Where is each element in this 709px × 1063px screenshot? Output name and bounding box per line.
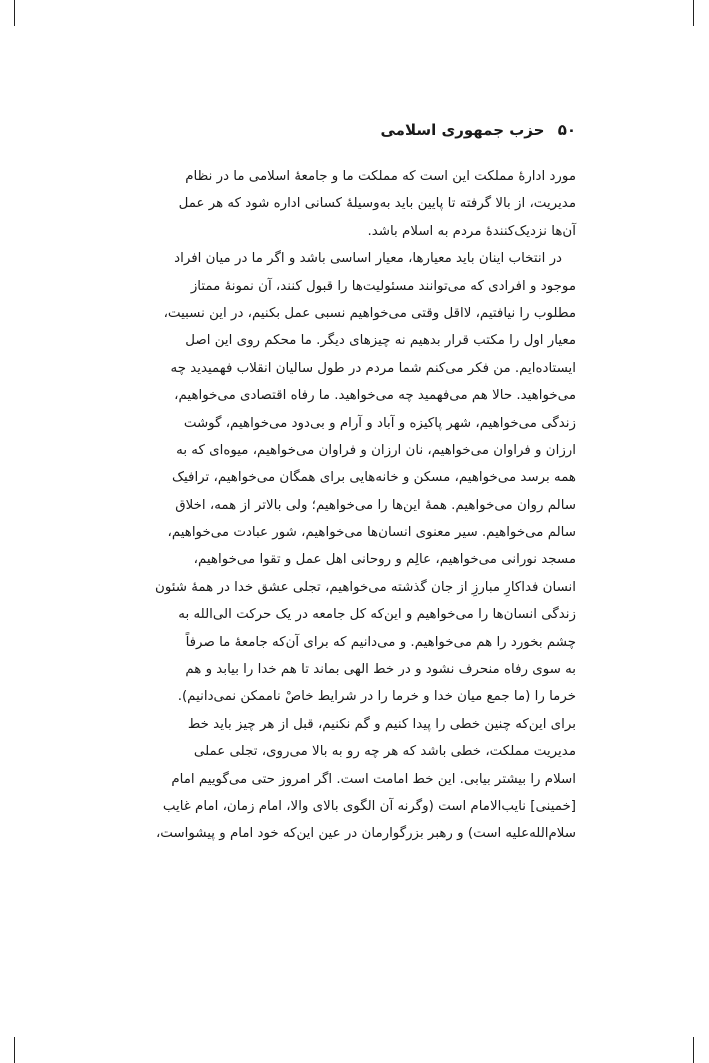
text-line: مطلوب را نیافتیم، لااقل وقتی می‌خواهیم نسبی عمل بکنیم، در این نسبیت،: [163, 305, 576, 321]
page-number: ۵۰: [557, 121, 576, 139]
text-line: در انتخاب اینان باید معیارها، معیار اساسی باشد و اگر ما در میان افراد: [174, 251, 562, 267]
text-line: سالم می‌خواهیم. سیر معنوی انسان‌ها می‌خواهیم، شور عبادت می‌خواهیم،: [167, 525, 576, 541]
text-line: مورد ادارهٔ مملکت این است که مملکت ما و جامعهٔ اسلامی ما در نظام: [185, 169, 576, 184]
crop-mark-bottom-right: [693, 1037, 694, 1063]
text-line: به سوی رفاه منحرف نشود و در خط الهی بماند تا هم خدا را بیابد و هم: [185, 662, 576, 678]
text-line: آن‌ها نزدیک‌کنندهٔ مردم به اسلام باشد.: [367, 223, 576, 239]
text-line: زندگی می‌خواهیم، شهر پاکیزه و آباد و آرام و بی‌دود می‌خواهیم، گوشت: [183, 415, 576, 431]
running-header: [130, 121, 576, 139]
running-title: حزب جمهوری اسلامی: [380, 121, 545, 139]
crop-mark-bottom-left: [14, 1037, 15, 1063]
text-line: مسجد نورانی می‌خواهیم، عالِم و روحانی اهل عمل و تقوا می‌خواهیم،: [193, 552, 576, 568]
text-line: چشم بخورد را هم می‌خواهیم. و می‌دانیم که برای آن‌که جامعهٔ ما صرفاً: [185, 634, 576, 650]
text-line: ارزان و فراوان می‌خواهیم، نان ارزان و فراوان می‌خواهیم، میوه‌ای که به: [176, 442, 576, 458]
text-line: می‌خواهید. حالا هم می‌فهمید چه می‌خواهید. ما رفاه اقتصادی می‌خواهیم،: [174, 388, 576, 404]
text-line: سلام‌الله‌علیه است) و رهبر بزرگوارمان در عین این‌که خود امام و پیشواست،: [155, 826, 576, 842]
text-line: موجود و افرادی که می‌توانند مسئولیت‌ها را قبول کنند، آن نمونهٔ ممتاز: [190, 278, 576, 294]
text-line: سالم روان می‌خواهیم. همهٔ این‌ها را می‌خواهیم؛ ولی بالاتر از همه، اخلاق: [175, 497, 576, 513]
text-line: زندگی انسان‌ها را می‌خواهیم و این‌که کل جامعه در یک حرکت الی‌الله به: [178, 607, 576, 623]
crop-mark-top-right: [693, 0, 694, 26]
text-line: انسان فداکارِ مبارزِ از جان گذشته می‌خواهیم، تجلی عشق خدا در همهٔ شئون: [154, 579, 576, 595]
text-line: خرما را (ما جمع میان خدا و خرما را در شرایط خاصْ ناممکن نمی‌دانیم).: [177, 689, 576, 705]
text-line: ایستاده‌ایم. من فکر می‌کنم شما مردم در طول سالیان انقلاب فهمیدید چه: [170, 360, 576, 376]
text-line: مدیریت، از بالا گرفته تا پایین باید به‌وسیلهٔ کسانی اداره شود که هر عمل: [178, 196, 576, 212]
text-line: اسلام را بیشتر بیابی. این خط امامت است. اگر امروز حتی می‌گوییم امام: [171, 771, 576, 787]
text-line: مدیریت مملکت، خطی باشد که هر چه رو به بالا می‌روی، تجلی عملی: [193, 744, 576, 760]
crop-mark-top-left: [14, 0, 15, 26]
text-line: [خمینی] نایب‌الامام است (وگرنه آن الگوی بالای والا، امام زمان، امام غایب: [162, 798, 576, 814]
text-line: معیار اول را مکتب قرار بدهیم نه چیزهای دیگر. ما محکم روی این اصل: [185, 333, 576, 349]
body-text: [130, 163, 576, 848]
text-line: برای این‌که چنین خطی را پیدا کنیم و گم نکنیم، قبل از هر چیز باید خط: [187, 716, 576, 732]
text-line: همه برسد می‌خواهیم، مسکن و خانه‌هایی برای همگان می‌خواهیم، ترافیک: [172, 470, 576, 486]
